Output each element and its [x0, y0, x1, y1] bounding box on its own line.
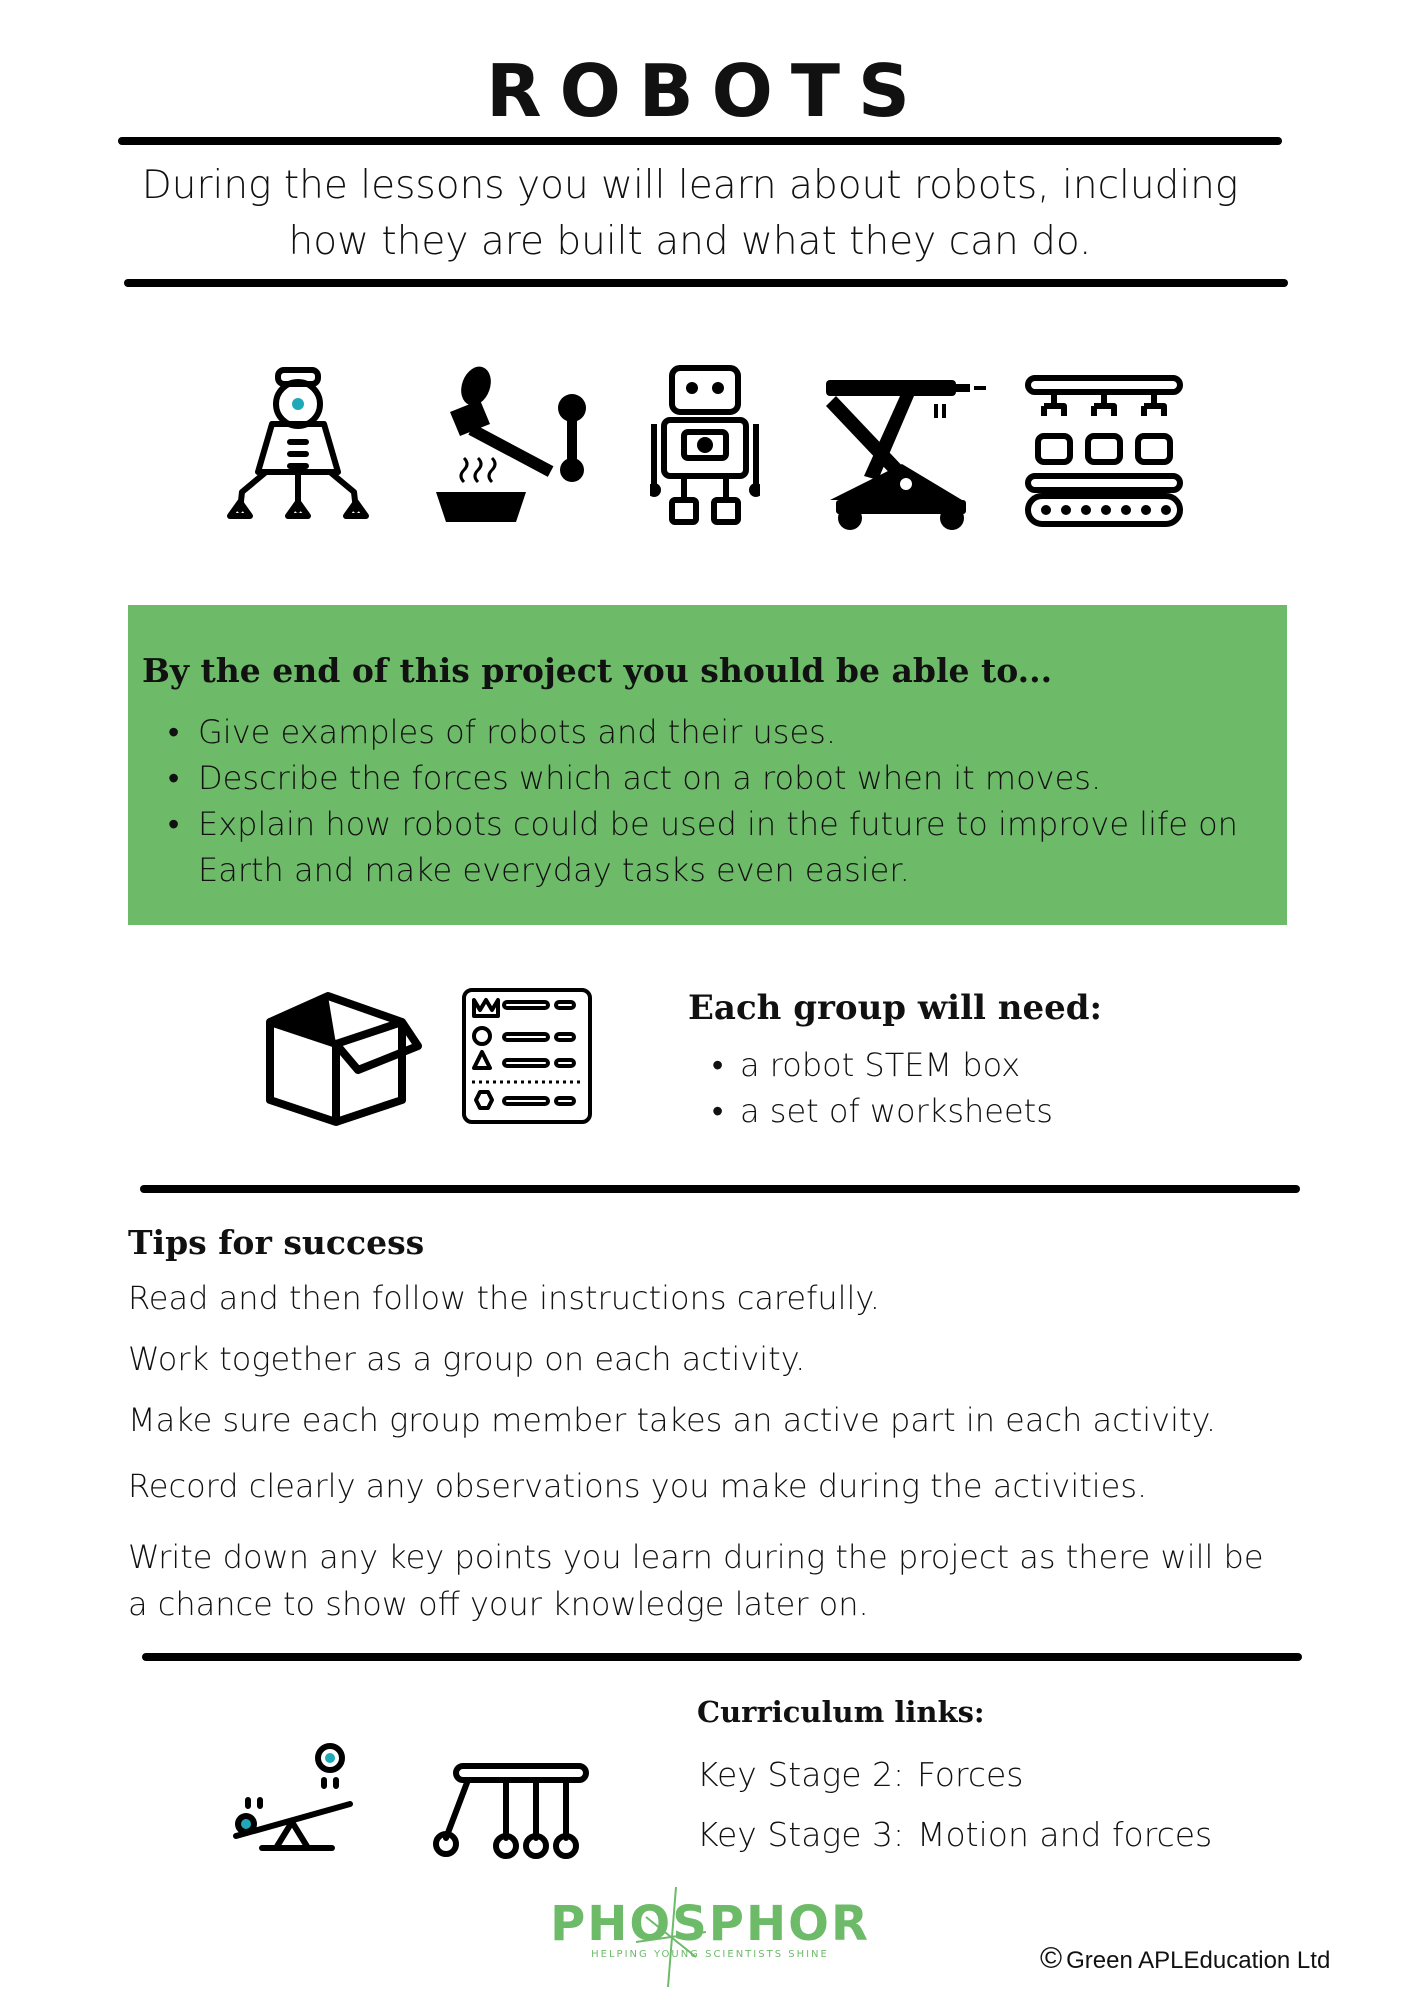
intro-text [110, 158, 1270, 270]
needs-divider [140, 1185, 1300, 1193]
robot-icons-row [0, 362, 1414, 542]
curriculum-link-ks3 [697, 1812, 1212, 1858]
key-stage-topic: Forces [917, 1755, 1024, 1794]
phosphor-logo [540, 1895, 880, 1965]
assembly-line-robot-icon [1024, 372, 1184, 532]
logo-wordmark: PHOSPHOR [550, 1896, 870, 1952]
logo-tagline: HELPING YOUNG SCIENTISTS SHINE [591, 1949, 829, 1960]
title-divider [118, 137, 1282, 145]
curriculum-heading: Curriculum links: [697, 1695, 985, 1729]
objectives-heading: By the end of this project you should be able to... [142, 651, 1053, 690]
tip-line-continuation: a chance to show off your knowledge later on. [128, 1585, 869, 1623]
copyright-icon: © [1040, 1942, 1063, 1975]
needs-heading: Each group will need: [688, 988, 1103, 1028]
objective-item: • Describe the forces which act on a robot when it moves. [198, 755, 1258, 801]
tips-heading: Tips for success [128, 1223, 425, 1262]
objective-item: • Explain how robots could be used in the future to improve life on [198, 801, 1258, 847]
key-stage-topic: Motion and forces [917, 1815, 1213, 1854]
copyright [1040, 1944, 1330, 1976]
tip-line: Make sure each group member takes an active part in each activity. [128, 1401, 1217, 1439]
worksheet-checklist-icon [460, 986, 594, 1126]
cooking-robot-arm-icon [430, 364, 590, 524]
humanoid-robot-icon [650, 362, 760, 528]
tips-divider [142, 1653, 1302, 1661]
curriculum-link-ks2 [697, 1752, 1023, 1798]
objective-item-continuation: Earth and make everyday tasks even easier. [198, 851, 910, 889]
industrial-robot-arm-icon [822, 376, 990, 532]
space-lander-robot-icon [226, 362, 370, 522]
intro-line-2: how they are built and what they can do. [288, 219, 1092, 264]
page-title: ROBOTS [486, 49, 928, 133]
newtons-cradle-icon [432, 1760, 594, 1860]
needs-item: • a set of worksheets [740, 1088, 1053, 1134]
tip-line: Work together as a group on each activity. [128, 1340, 806, 1378]
box-icon [250, 988, 422, 1128]
intro-divider [124, 279, 1288, 287]
key-stage-label: Key Stage 3: [697, 1815, 905, 1854]
objectives-box [128, 605, 1287, 925]
key-stage-label: Key Stage 2: [697, 1755, 905, 1794]
needs-list [740, 1042, 1053, 1134]
objective-item: • Give examples of robots and their uses. [198, 709, 1258, 755]
tip-line: Read and then follow the instructions carefully. [128, 1279, 880, 1317]
tip-line: Write down any key points you learn during the project as there will be [128, 1538, 1264, 1576]
tip-line: Record clearly any observations you make during the activities. [128, 1467, 1148, 1505]
intro-line-1: During the lessons you will learn about robots, including [141, 163, 1239, 208]
copyright-text: Green APLEducation Ltd [1066, 1947, 1331, 1974]
needs-item: • a robot STEM box [740, 1042, 1053, 1088]
seesaw-icon [232, 1742, 356, 1852]
objectives-list [198, 709, 1258, 893]
